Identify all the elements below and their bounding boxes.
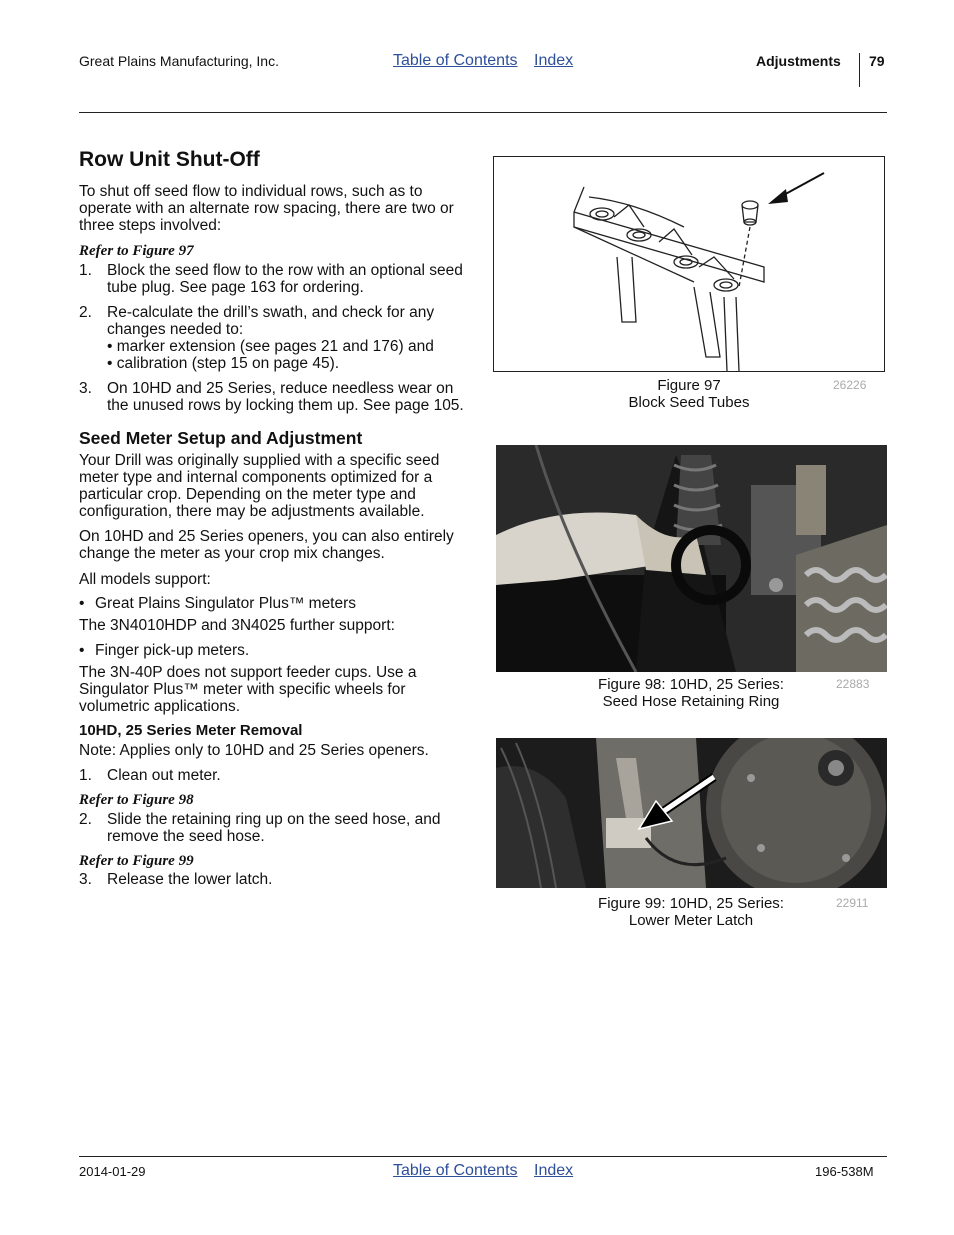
figure-99-id: 22911 bbox=[836, 896, 869, 910]
step-text: Block the seed flow to the row with an optional seed tube plug. See page 163 for ordering. bbox=[107, 262, 463, 296]
step-number: 3. bbox=[79, 871, 92, 888]
section-subtitle: Seed Meter Setup and Adjustment bbox=[79, 428, 363, 448]
bullet-marker: • bbox=[79, 595, 85, 612]
index-link-top[interactable]: Index bbox=[534, 52, 574, 69]
toc-link-bottom[interactable]: Table of Contents bbox=[393, 1162, 518, 1179]
header-divider bbox=[859, 53, 860, 87]
bullet-item: Great Plains Singulator Plus™ meters bbox=[95, 595, 357, 612]
refer-figure-98: Refer to Figure 98 bbox=[79, 792, 194, 808]
arrow-pointer-icon bbox=[764, 169, 829, 209]
doc-number: 196-538M bbox=[815, 1164, 874, 1179]
note-text: Note: Applies only to 10HD and 25 Series openers. bbox=[79, 742, 429, 759]
page-number: 79 bbox=[869, 53, 885, 69]
paragraph: Your Drill was originally supplied with a specific seed meter type and internal components optimized for a particular crop. Depending on the meter type and configuration, there may be adjustments available. bbox=[79, 452, 440, 520]
intro-text: To shut off seed flow to individual rows, such as to operate with an alternate row spacing, there are two or three steps involved: bbox=[79, 183, 454, 234]
figure-97-caption: Figure 97 Block Seed Tubes bbox=[628, 377, 750, 411]
footer-date: 2014-01-29 bbox=[79, 1164, 146, 1179]
bullet-marker: • bbox=[79, 642, 85, 659]
figure-98-caption: Figure 98: 10HD, 25 Series: Seed Hose Retaining Ring bbox=[598, 676, 784, 710]
refer-figure-99: Refer to Figure 99 bbox=[79, 853, 194, 869]
bullet-item: Finger pick-up meters. bbox=[95, 642, 250, 659]
section-name: Adjustments bbox=[756, 53, 841, 69]
step-text: Slide the retaining ring up on the seed hose, and remove the seed hose. bbox=[107, 811, 441, 845]
seed-hose-photo bbox=[496, 445, 887, 672]
figure-97-drawing bbox=[493, 156, 885, 372]
step-number: 1. bbox=[79, 767, 92, 784]
figure-98-id: 22883 bbox=[836, 677, 870, 691]
toc-link-top[interactable]: Table of Contents bbox=[393, 52, 518, 69]
footer-rule bbox=[79, 1156, 887, 1157]
company-name: Great Plains Manufacturing, Inc. bbox=[79, 53, 279, 69]
step-number: 2. bbox=[79, 811, 92, 828]
paragraph: On 10HD and 25 Series openers, you can also entirely change the meter as your crop mix changes. bbox=[79, 528, 454, 562]
index-link-bottom[interactable]: Index bbox=[534, 1162, 574, 1179]
paragraph: All models support: bbox=[79, 571, 211, 588]
removal-title: 10HD, 25 Series Meter Removal bbox=[79, 722, 303, 739]
figure-99-photo bbox=[496, 738, 887, 888]
step-number: 1. bbox=[79, 262, 92, 279]
paragraph: The 3N-40P does not support feeder cups. Use a Singulator Plus™ meter with specific wheels for volumetric applications. bbox=[79, 664, 417, 715]
refer-figure-97: Refer to Figure 97 bbox=[79, 243, 194, 259]
step-number: 3. bbox=[79, 380, 92, 397]
paragraph: The 3N4010HDP and 3N4025 further support: bbox=[79, 617, 395, 634]
step-text: Release the lower latch. bbox=[107, 871, 273, 888]
header-rule bbox=[79, 112, 887, 113]
figure-98-photo bbox=[496, 445, 887, 672]
step-text: Re-calculate the drill’s swath, and check for any changes needed to: • marker extension (see pages 21 and 176) and • calibration (step 15 on page 45). bbox=[107, 304, 435, 372]
step-text: On 10HD and 25 Series, reduce needless wear on the unused rows by locking them up. See page 105. bbox=[107, 380, 464, 414]
arrow-pointer-icon bbox=[636, 771, 721, 836]
figure-97-id: 26226 bbox=[833, 378, 867, 392]
step-number: 2. bbox=[79, 304, 92, 321]
page-title: Row Unit Shut-Off bbox=[79, 148, 260, 171]
step-text: Clean out meter. bbox=[107, 767, 221, 784]
figure-99-caption: Figure 99: 10HD, 25 Series: Lower Meter Latch bbox=[598, 895, 784, 929]
